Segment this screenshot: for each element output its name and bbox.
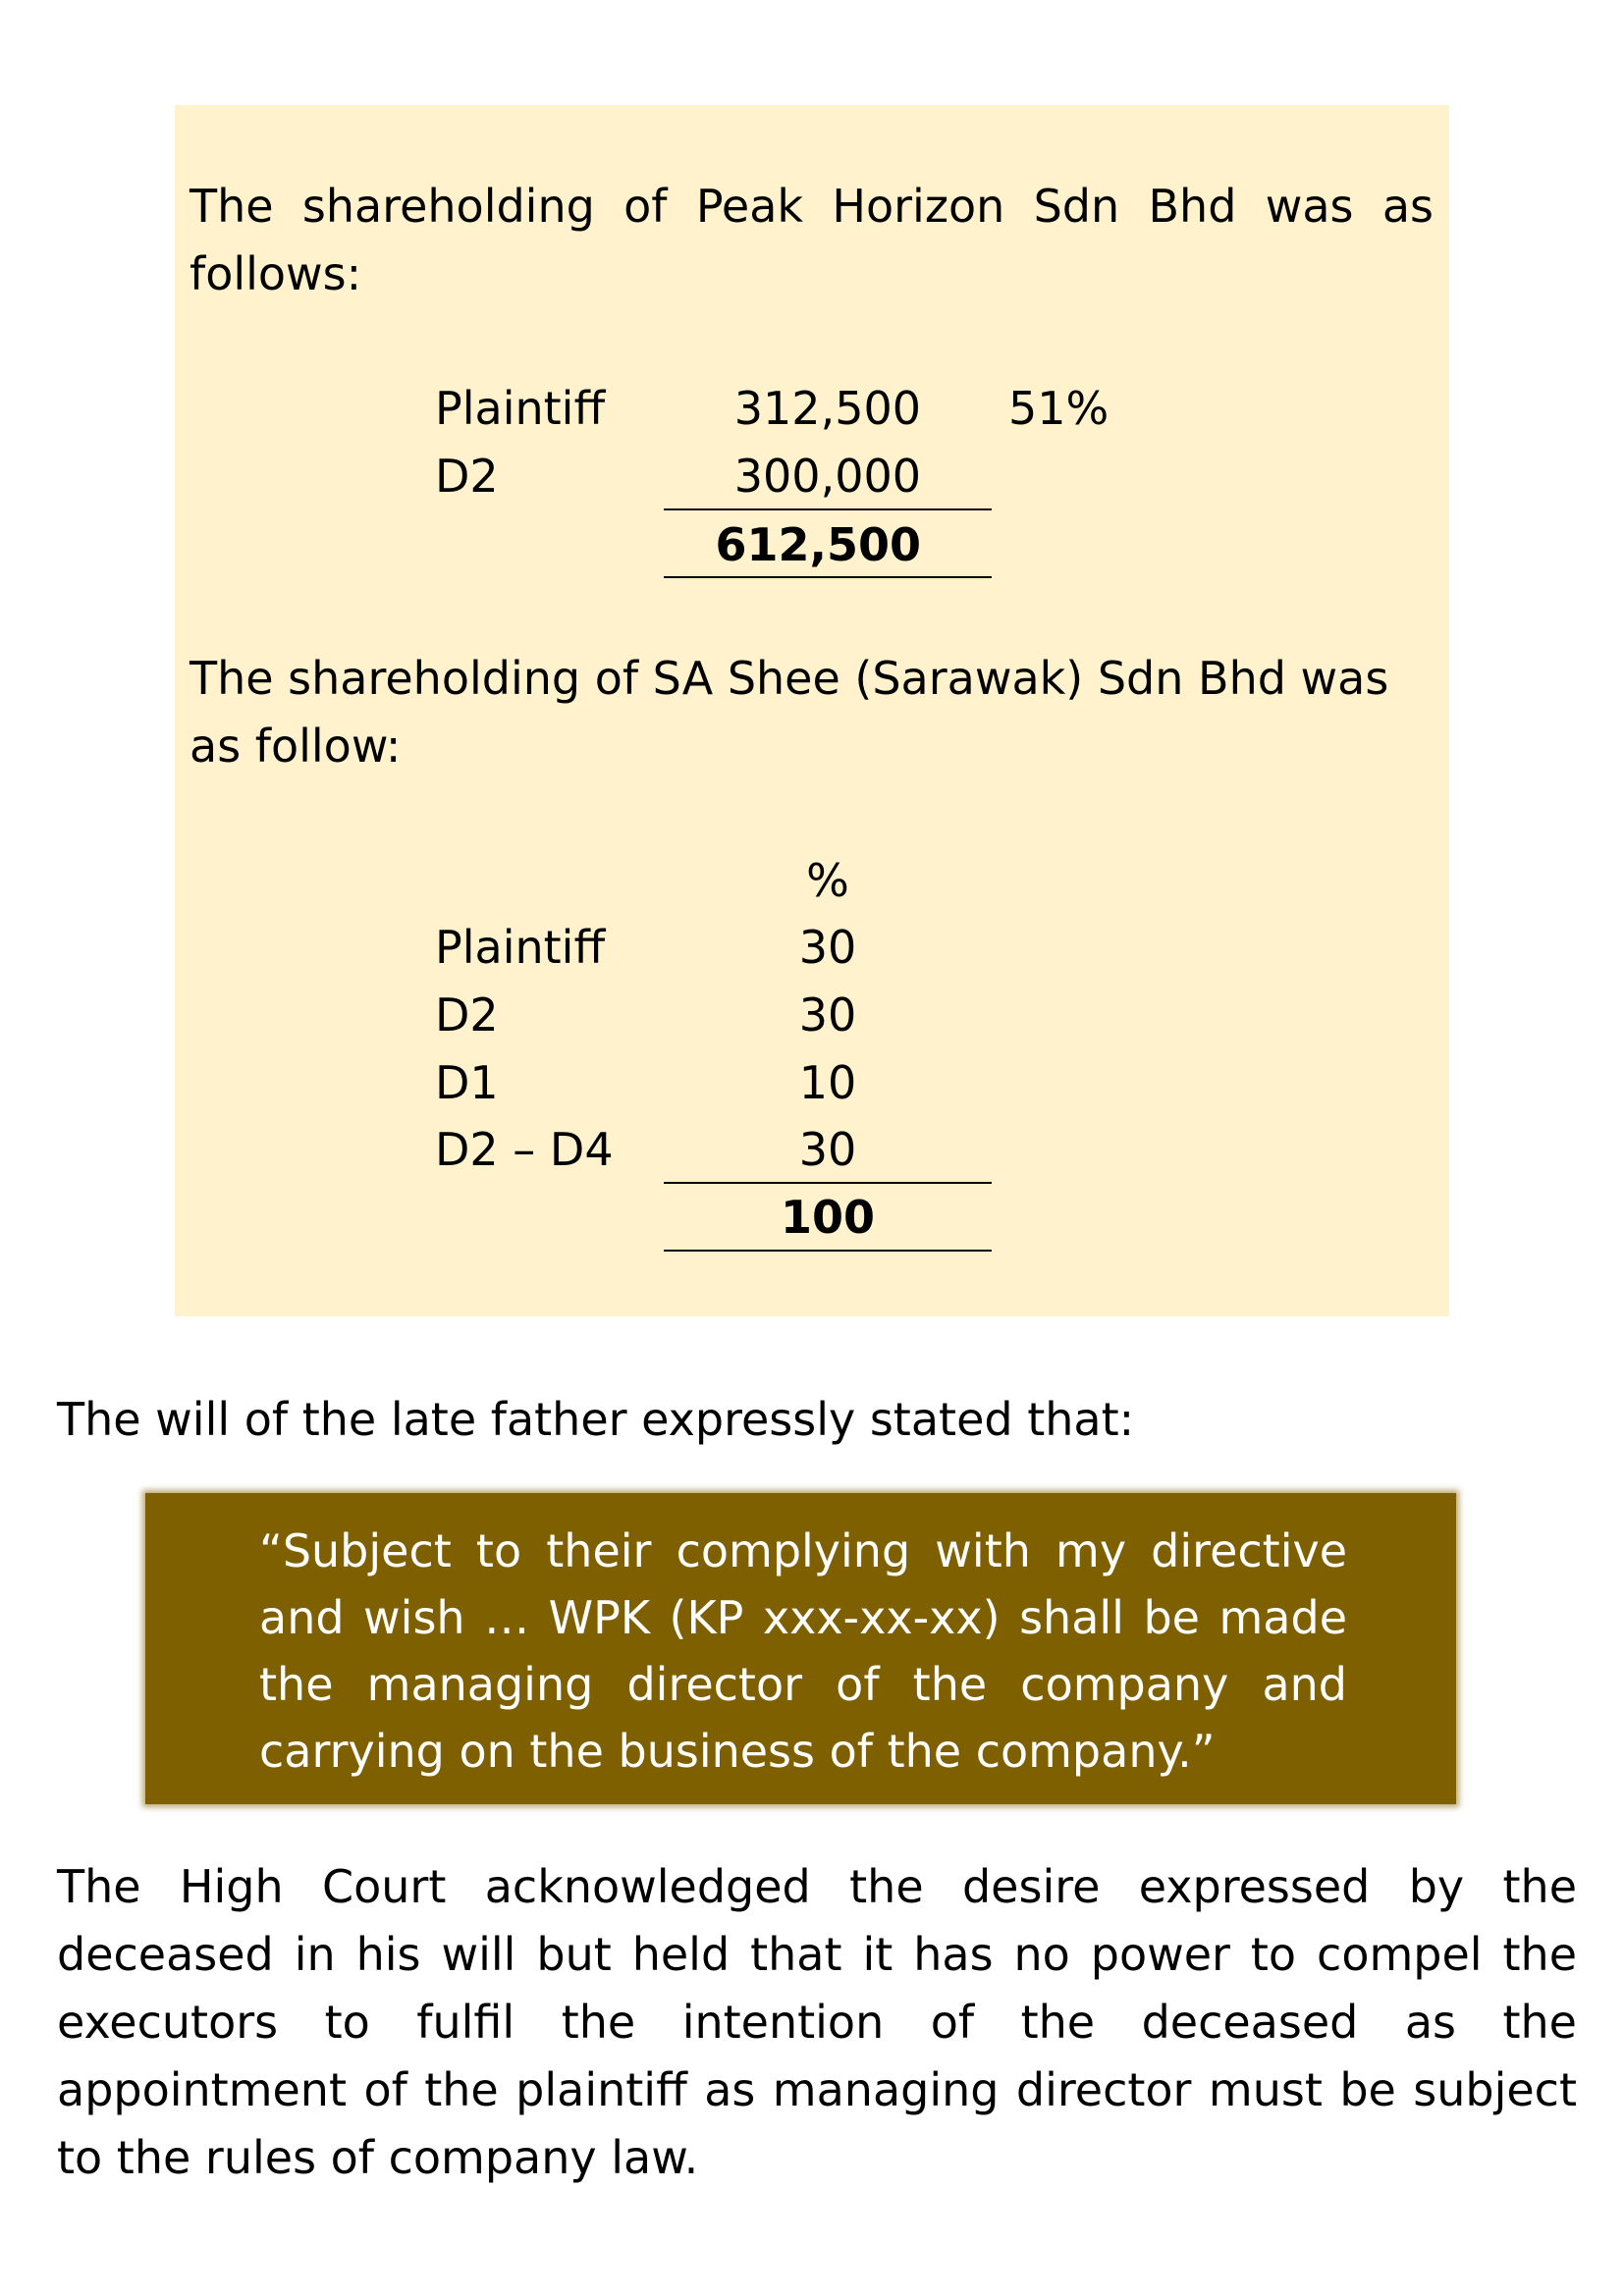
- peak-row-1-percent: 51%: [1008, 382, 1110, 435]
- sa-shee-row-4-name: D2 – D4: [435, 1123, 614, 1176]
- sa-shee-row-1-percent: 30: [798, 921, 857, 974]
- peak-horizon-intro: The shareholding of Peak Horizon Sdn Bhd was as follows:: [189, 180, 1434, 300]
- peak-total: 612,500: [715, 518, 921, 571]
- peak-row-1-shares: 312,500: [733, 382, 921, 435]
- sa-shee-total: 100: [780, 1191, 876, 1244]
- sa-shee-column-header: %: [806, 854, 849, 907]
- sa-shee-row-1-name: Plaintiff: [435, 921, 606, 974]
- sa-shee-row-4-percent: 30: [798, 1123, 857, 1176]
- will-intro: The will of the late father expressly stated that:: [57, 1393, 1135, 1446]
- will-quote: “Subject to their complying with my directive and wish … WPK (KP xxx-xx-xx) shall be made the managing director of the company and carrying on the business of the company.”: [259, 1524, 1347, 1778]
- sa-shee-row-3-percent: 10: [798, 1056, 857, 1109]
- sa-shee-intro: The shareholding of SA Shee (Sarawak) Sdn Bhd was as follow:: [189, 652, 1389, 773]
- peak-subtotal-rule: [664, 508, 992, 510]
- peak-row-1-name: Plaintiff: [435, 382, 606, 435]
- peak-total-rule: [664, 576, 992, 578]
- peak-row-2-shares: 300,000: [733, 450, 921, 503]
- sa-shee-row-2-name: D2: [435, 988, 499, 1041]
- sa-shee-total-rule: [664, 1250, 992, 1252]
- sa-shee-row-2-percent: 30: [798, 988, 857, 1041]
- high-court-conclusion: The High Court acknowledged the desire expressed by the deceased in his will but held that it has no power to compel the executors to fulfil the intention of the deceased as the appointment of the plaintiff as managing director must be subject to the rules of company law.: [57, 1860, 1577, 2184]
- peak-row-2-name: D2: [435, 450, 499, 503]
- sa-shee-row-3-name: D1: [435, 1056, 499, 1109]
